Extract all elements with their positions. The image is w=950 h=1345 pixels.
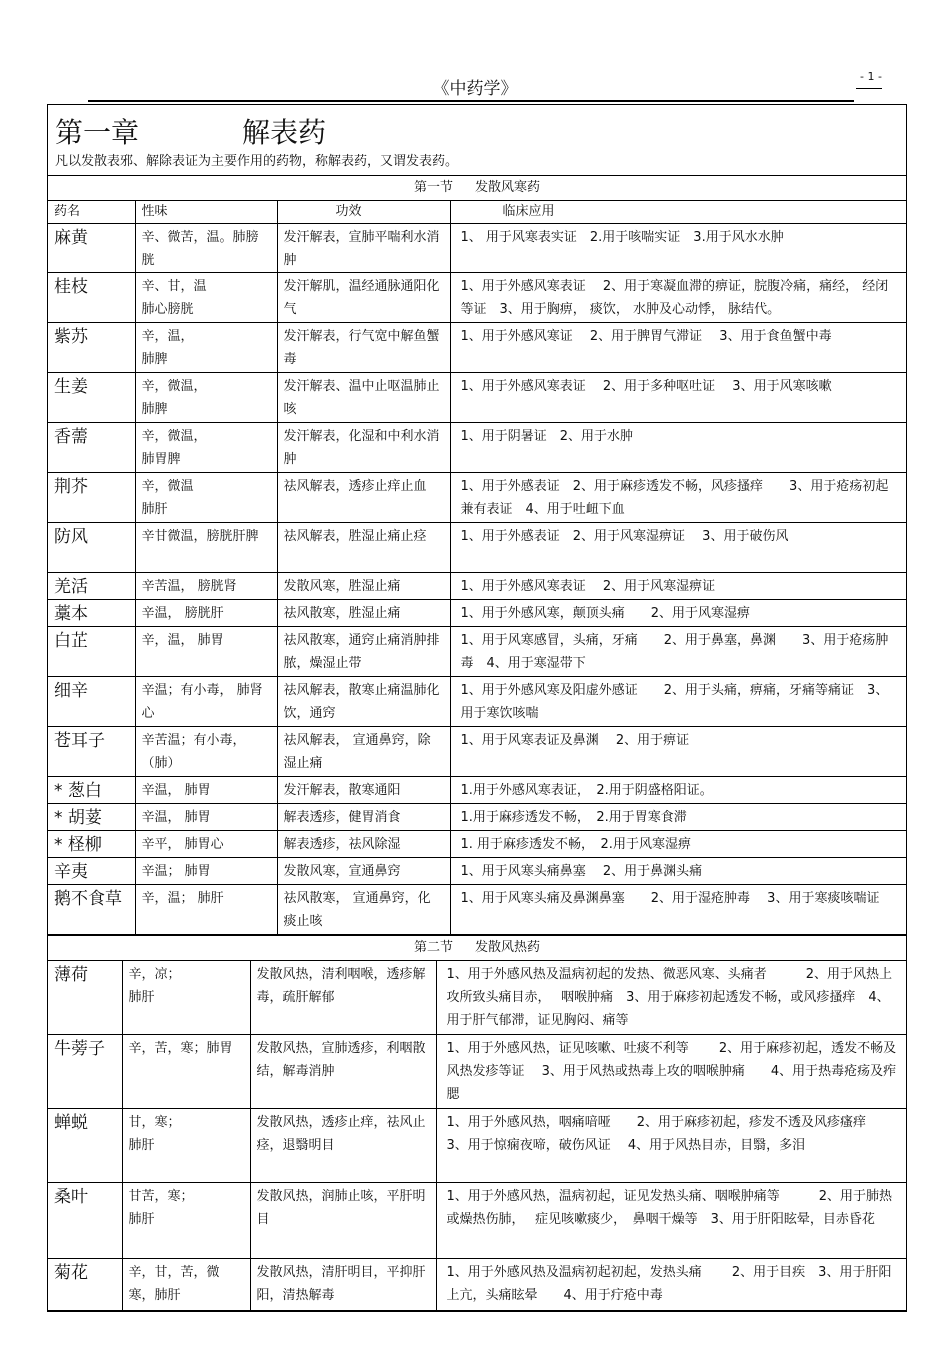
table-row — [48, 1183, 906, 1259]
column-header: 临床应用 — [450, 201, 906, 224]
herb-nature: 甘，寒； 肺肝 — [122, 1109, 250, 1183]
herb-table-wind-heat — [48, 960, 906, 1311]
herb-clinical-use: 1、 用于风寒表实证 2.用于咳喘实证 3.用于风水水肿 — [450, 224, 906, 273]
chapter-number: 第一章 — [55, 116, 140, 149]
herb-name: 鹅不食草 — [48, 885, 135, 935]
herb-nature: 辛温， 膀胱肝 — [135, 600, 277, 627]
herb-clinical-use: 1、用于风寒头痛及鼻渊鼻塞 2、用于湿疮肿毒 3、用于寒痰咳喘证 — [450, 885, 906, 935]
table-header-row — [48, 201, 906, 224]
herb-name: 牛蒡子 — [48, 1035, 122, 1109]
herb-name: 羌活 — [48, 573, 135, 600]
herb-name: 白芷 — [48, 627, 135, 677]
herb-nature: 辛，微温， 肺脾 — [135, 373, 277, 423]
herb-effect: 发散风热，清肝明目，平抑肝阳，清热解毒 — [250, 1259, 436, 1311]
table-row — [48, 323, 906, 373]
table-row — [48, 777, 906, 804]
document-body — [47, 104, 907, 1312]
herb-name: 藁本 — [48, 600, 135, 627]
herb-nature: 辛，微温， 肺胃脾 — [135, 423, 277, 473]
herb-nature: 甘苦，寒； 肺肝 — [122, 1183, 250, 1259]
herb-nature: 辛平， 肺胃心 — [135, 831, 277, 858]
section-title — [48, 175, 906, 200]
herb-nature: 辛，甘，苦，微寒，肺肝 — [122, 1259, 250, 1311]
column-header: 功效 — [277, 201, 450, 224]
herb-effect: 发散风热，透疹止痒，祛风止痉，退翳明目 — [250, 1109, 436, 1183]
section-number: 第一节 — [413, 180, 453, 195]
chapter-intro: 凡以发散表邪、解除表证为主要作用的药物，称解表药，又谓发表药。 — [55, 154, 459, 169]
herb-clinical-use: 1、用于风寒头痛鼻塞 2、用于鼻渊头痛 — [450, 858, 906, 885]
herb-clinical-use: 1、用于外感风寒，颠顶头痛 2、用于风寒湿痹 — [450, 600, 906, 627]
herb-clinical-use: 1.用于外感风寒表证， 2.用于阴盛格阳证。 — [450, 777, 906, 804]
herb-clinical-use: 1、用于外感风寒证 2、用于脾胃气滞证 3、用于食鱼蟹中毒 — [450, 323, 906, 373]
herb-nature: 辛、甘，温 肺心膀胱 — [135, 273, 277, 323]
herb-nature: 辛苦温， 膀胱肾 — [135, 573, 277, 600]
herb-effect: 祛风散寒，通窍止痛消肿排脓，燥湿止带 — [277, 627, 450, 677]
herb-effect: 发散风热，宣肺透疹，利咽散结，解毒消肿 — [250, 1035, 436, 1109]
herb-nature: 辛，温， 肺胃 — [135, 627, 277, 677]
herb-clinical-use: 1、用于外感风热，咽痛喑哑 2、用于麻疹初起，疹发不透及风疹瘙痒 3、用于惊痫夜啼，破伤风证 4、用于风热目赤，目翳，多泪 — [436, 1109, 906, 1183]
herb-name: 荆芥 — [48, 473, 135, 523]
table-row — [48, 573, 906, 600]
herb-nature: 辛、微苦，温。肺膀胱 — [135, 224, 277, 273]
page-number-rule — [856, 88, 882, 89]
table-row — [48, 885, 906, 935]
herb-effect: 发汗解表，化湿和中利水消肿 — [277, 423, 450, 473]
herb-clinical-use: 1、用于外感风寒及阳虚外感证 2、用于头痛，痹痛，牙痛等痛证 3、用于寒饮咳喘 — [450, 677, 906, 727]
herb-name: 桂枝 — [48, 273, 135, 323]
herb-nature: 辛温； 肺胃 — [135, 858, 277, 885]
herb-name: 细辛 — [48, 677, 135, 727]
herb-name: 桑叶 — [48, 1183, 122, 1259]
herb-effect: 祛风散寒，胜湿止痛 — [277, 600, 450, 627]
herb-clinical-use: 1、用于风寒感冒，头痛，牙痛 2、用于鼻塞，鼻渊 3、用于疮疡肿毒 4、用于寒湿带下 — [450, 627, 906, 677]
herb-effect: 发汗解肌，温经通脉通阳化气 — [277, 273, 450, 323]
herb-name: * 柽柳 — [48, 831, 135, 858]
table-row — [48, 858, 906, 885]
herb-clinical-use: 1、用于外感风寒表证 2、用于多种呕吐证 3、用于风寒咳嗽 — [450, 373, 906, 423]
herb-name: 防风 — [48, 523, 135, 573]
table-row — [48, 1259, 906, 1311]
herb-effect: 发散风寒，宣通鼻窍 — [277, 858, 450, 885]
herb-name: * 胡荽 — [48, 804, 135, 831]
herb-nature: 辛温， 肺胃 — [135, 804, 277, 831]
herb-effect: 解表透疹，健胃消食 — [277, 804, 450, 831]
herb-effect: 解表透疹，祛风除湿 — [277, 831, 450, 858]
herb-clinical-use: 1、用于阴暑证 2、用于水肿 — [450, 423, 906, 473]
section-title — [48, 935, 906, 960]
header-rule — [88, 100, 854, 102]
herb-name: * 葱白 — [48, 777, 135, 804]
document-header-title: 《中药学》 — [432, 79, 518, 99]
herb-nature: 辛，凉； 肺肝 — [122, 961, 250, 1035]
herb-clinical-use: 1、用于外感风热及温病初起的发热、微恶风寒、头痛者 2、用于风热上攻所致头痛目赤， 咽喉肿痛 3、用于麻疹初起透发不畅，或风疹搔痒 4、用于肝气郁滞，证见胸闷、痛等 — [436, 961, 906, 1035]
table-row — [48, 1109, 906, 1183]
herb-clinical-use: 1. 用于麻疹透发不畅， 2.用于风寒湿痹 — [450, 831, 906, 858]
herb-effect: 发散风热，清利咽喉，透疹解毒，疏肝解郁 — [250, 961, 436, 1035]
chapter-name: 解表药 — [242, 116, 327, 149]
table-row — [48, 600, 906, 627]
herb-effect: 发散风热，润肺止咳，平肝明目 — [250, 1183, 436, 1259]
herb-clinical-use: 1.用于麻疹透发不畅， 2.用于胃寒食滞 — [450, 804, 906, 831]
herb-name: 紫苏 — [48, 323, 135, 373]
table-row — [48, 273, 906, 323]
herb-name: 蝉蜕 — [48, 1109, 122, 1183]
herb-effect: 祛风散寒， 宣通鼻窍，化痰止咳 — [277, 885, 450, 935]
herb-effect: 祛风解表，散寒止痛温肺化饮，通窍 — [277, 677, 450, 727]
table-row — [48, 961, 906, 1035]
table-row — [48, 523, 906, 573]
herb-table-wind-cold — [48, 200, 906, 935]
table-row — [48, 473, 906, 523]
herb-name: 菊花 — [48, 1259, 122, 1311]
herb-effect: 祛风解表，透疹止痒止血 — [277, 473, 450, 523]
herb-effect: 发汗解表，散寒通阳 — [277, 777, 450, 804]
herb-clinical-use: 1、用于外感风热及温病初起初起，发热头痛 2、用于目疾 3、用于肝阳上亢，头痛眩晕 4、用于疔疮中毒 — [436, 1259, 906, 1311]
herb-nature: 辛，温， 肺脾 — [135, 323, 277, 373]
table-row — [48, 224, 906, 273]
herb-effect: 发汗解表、温中止呕温肺止咳 — [277, 373, 450, 423]
herb-nature: 辛温；有小毒， 肺肾心 — [135, 677, 277, 727]
herb-clinical-use: 1、用于外感风热，温病初起，证见发热头痛、咽喉肿痛等 2、用于肺热或燥热伤肺， 症见咳嗽痰少， 鼻咽干燥等 3、用于肝阳眩晕，目赤昏花 — [436, 1183, 906, 1259]
herb-effect: 发汗解表，宣肺平喘利水消肿 — [277, 224, 450, 273]
table-row — [48, 627, 906, 677]
section-name: 发散风热药 — [475, 940, 541, 955]
herb-clinical-use: 1、用于外感风寒表证 2、用于风寒湿痹证 — [450, 573, 906, 600]
herb-name: 麻黄 — [48, 224, 135, 273]
herb-nature: 辛温， 肺胃 — [135, 777, 277, 804]
column-header: 性味 — [135, 201, 277, 224]
herb-name: 辛夷 — [48, 858, 135, 885]
table-row — [48, 677, 906, 727]
herb-effect: 发散风寒，胜湿止痛 — [277, 573, 450, 600]
herb-clinical-use: 1、用于外感表证 2、用于麻疹透发不畅，风疹搔痒 3、用于疮疡初起兼有表证 4、用于吐衄下血 — [450, 473, 906, 523]
page-number: - 1 - — [860, 70, 882, 83]
herb-nature: 辛，温； 肺肝 — [135, 885, 277, 935]
table-row — [48, 423, 906, 473]
herb-clinical-use: 1、用于外感风寒表证 2、用于寒凝血滞的痹证，脘腹冷痛，痛经， 经闭等证 3、用于胸痹， 痰饮， 水肿及心动悸， 脉结代。 — [450, 273, 906, 323]
table-row — [48, 727, 906, 777]
table-row — [48, 831, 906, 858]
chapter-heading — [48, 105, 906, 149]
herb-clinical-use: 1、用于外感表证 2、用于风寒湿痹证 3、用于破伤风 — [450, 523, 906, 573]
herb-effect: 祛风解表，胜湿止痛止痉 — [277, 523, 450, 573]
herb-clinical-use: 1、用于风寒表证及鼻渊 2、用于痹证 — [450, 727, 906, 777]
herb-nature: 辛，微温 肺肝 — [135, 473, 277, 523]
table-row — [48, 373, 906, 423]
herb-nature: 辛苦温；有小毒， （肺） — [135, 727, 277, 777]
herb-name: 苍耳子 — [48, 727, 135, 777]
table-row — [48, 804, 906, 831]
herb-nature: 辛甘微温，膀胱肝脾 — [135, 523, 277, 573]
section-number: 第二节 — [413, 940, 453, 955]
herb-effect: 祛风解表， 宣通鼻窍，除湿止痛 — [277, 727, 450, 777]
herb-nature: 辛，苦，寒；肺胃 — [122, 1035, 250, 1109]
herb-name: 生姜 — [48, 373, 135, 423]
herb-clinical-use: 1、用于外感风热，证见咳嗽、吐痰不利等 2、用于麻疹初起，透发不畅及风热发疹等证 3、用于风热或热毒上攻的咽喉肿痛 4、用于热毒疮疡及痄腮 — [436, 1035, 906, 1109]
herb-effect: 发汗解表，行气宽中解鱼蟹毒 — [277, 323, 450, 373]
herb-name: 香薷 — [48, 423, 135, 473]
column-header: 药名 — [48, 201, 135, 224]
herb-name: 薄荷 — [48, 961, 122, 1035]
section-name: 发散风寒药 — [475, 180, 541, 195]
table-row — [48, 1035, 906, 1109]
